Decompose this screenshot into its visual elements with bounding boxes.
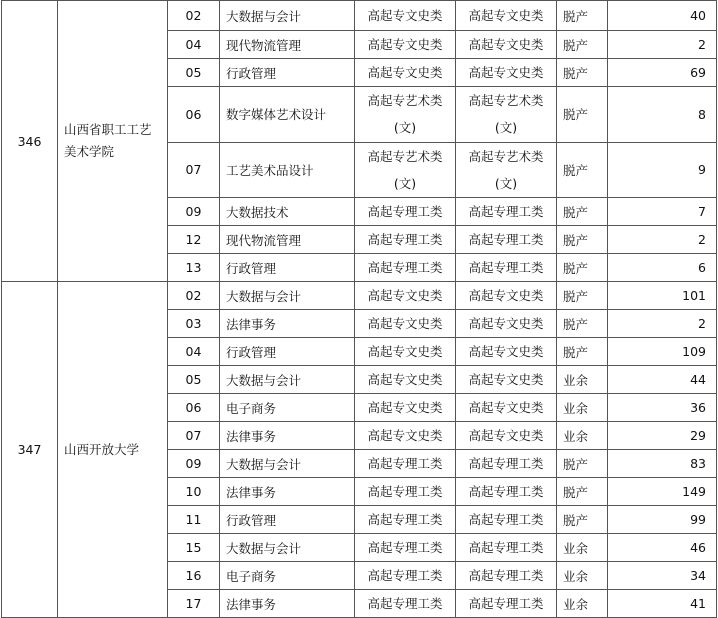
major-code-cell: 09 xyxy=(168,198,220,226)
enrollment-count-cell: 109 xyxy=(608,338,717,366)
major-code-cell: 03 xyxy=(168,310,220,338)
enrollment-count-cell: 6 xyxy=(608,254,717,282)
major-name-cell: 电子商务 xyxy=(220,394,355,422)
study-mode-cell: 业余 xyxy=(557,562,608,590)
enrollment-count-cell: 29 xyxy=(608,422,717,450)
enrollment-count-cell: 69 xyxy=(608,59,717,87)
category-cell: 高起专文史类 xyxy=(456,310,557,338)
school-name-cell: 山西省职工工艺美术学院 xyxy=(58,1,168,282)
level-cell: 高起专理工类 xyxy=(355,226,456,254)
category-cell: 高起专理工类 xyxy=(456,534,557,562)
level-cell: 高起专理工类 xyxy=(355,254,456,282)
enrollment-count-cell: 34 xyxy=(608,562,717,590)
major-code-cell: 02 xyxy=(168,1,220,31)
major-code-cell: 16 xyxy=(168,562,220,590)
enrollment-count-cell: 36 xyxy=(608,394,717,422)
major-code-cell: 04 xyxy=(168,338,220,366)
enrollment-count-cell: 7 xyxy=(608,198,717,226)
study-mode-cell: 脱产 xyxy=(557,59,608,87)
major-name-cell: 现代物流管理 xyxy=(220,226,355,254)
level-cell: 高起专文史类 xyxy=(355,366,456,394)
category-cell: 高起专文史类 xyxy=(456,422,557,450)
enrollment-count-cell: 40 xyxy=(608,1,717,31)
enrollment-count-cell: 83 xyxy=(608,450,717,478)
category-cell: 高起专理工类 xyxy=(456,562,557,590)
study-mode-cell: 业余 xyxy=(557,366,608,394)
category-cell: 高起专理工类 xyxy=(456,254,557,282)
study-mode-cell: 脱产 xyxy=(557,142,608,198)
level-cell: 高起专文史类 xyxy=(355,282,456,310)
major-code-cell: 05 xyxy=(168,59,220,87)
study-mode-cell: 业余 xyxy=(557,394,608,422)
study-mode-cell: 脱产 xyxy=(557,226,608,254)
category-cell: 高起专理工类 xyxy=(456,478,557,506)
major-name-cell: 法律事务 xyxy=(220,422,355,450)
major-name-cell: 行政管理 xyxy=(220,254,355,282)
study-mode-cell: 脱产 xyxy=(557,310,608,338)
category-cell: 高起专文史类 xyxy=(456,366,557,394)
study-mode-cell: 业余 xyxy=(557,422,608,450)
category-cell: 高起专文史类 xyxy=(456,338,557,366)
enrollment-count-cell: 2 xyxy=(608,310,717,338)
table-body xyxy=(2,1,717,618)
study-mode-cell: 脱产 xyxy=(557,87,608,143)
major-code-cell: 11 xyxy=(168,506,220,534)
level-cell: 高起专理工类 xyxy=(355,450,456,478)
major-name-cell: 大数据与会计 xyxy=(220,366,355,394)
level-cell: 高起专文史类 xyxy=(355,1,456,31)
category-cell: 高起专文史类 xyxy=(456,394,557,422)
study-mode-cell: 脱产 xyxy=(557,506,608,534)
school-id-cell: 346 xyxy=(2,1,58,282)
major-code-cell: 12 xyxy=(168,226,220,254)
category-cell: 高起专理工类 xyxy=(456,226,557,254)
major-code-cell: 06 xyxy=(168,394,220,422)
study-mode-cell: 业余 xyxy=(557,534,608,562)
category-cell: 高起专艺术类(文) xyxy=(456,142,557,198)
level-cell: 高起专文史类 xyxy=(355,394,456,422)
major-name-cell: 行政管理 xyxy=(220,506,355,534)
enrollment-count-cell: 2 xyxy=(608,226,717,254)
category-cell: 高起专理工类 xyxy=(456,590,557,618)
major-name-cell: 大数据技术 xyxy=(220,198,355,226)
level-cell: 高起专文史类 xyxy=(355,31,456,59)
category-cell: 高起专艺术类(文) xyxy=(456,87,557,143)
level-cell: 高起专理工类 xyxy=(355,506,456,534)
study-mode-cell: 脱产 xyxy=(557,450,608,478)
major-code-cell: 02 xyxy=(168,282,220,310)
study-mode-cell: 业余 xyxy=(557,590,608,618)
major-name-cell: 大数据与会计 xyxy=(220,450,355,478)
category-cell: 高起专文史类 xyxy=(456,1,557,31)
table-row xyxy=(2,282,717,310)
enrollment-count-cell: 44 xyxy=(608,366,717,394)
level-cell: 高起专理工类 xyxy=(355,534,456,562)
major-code-cell: 15 xyxy=(168,534,220,562)
study-mode-cell: 脱产 xyxy=(557,31,608,59)
major-name-cell: 工艺美术品设计 xyxy=(220,142,355,198)
category-cell: 高起专文史类 xyxy=(456,31,557,59)
study-mode-cell: 脱产 xyxy=(557,282,608,310)
enrollment-count-cell: 9 xyxy=(608,142,717,198)
enrollment-table xyxy=(1,0,717,618)
level-cell: 高起专理工类 xyxy=(355,562,456,590)
category-cell: 高起专文史类 xyxy=(456,282,557,310)
major-name-cell: 大数据与会计 xyxy=(220,1,355,31)
level-cell: 高起专艺术类(文) xyxy=(355,142,456,198)
major-code-cell: 09 xyxy=(168,450,220,478)
major-name-cell: 法律事务 xyxy=(220,590,355,618)
enrollment-count-cell: 46 xyxy=(608,534,717,562)
study-mode-cell: 脱产 xyxy=(557,198,608,226)
level-cell: 高起专文史类 xyxy=(355,59,456,87)
level-cell: 高起专文史类 xyxy=(355,422,456,450)
major-name-cell: 法律事务 xyxy=(220,478,355,506)
school-name-cell: 山西开放大学 xyxy=(58,282,168,618)
major-code-cell: 07 xyxy=(168,422,220,450)
study-mode-cell: 脱产 xyxy=(557,1,608,31)
major-name-cell: 大数据与会计 xyxy=(220,534,355,562)
enrollment-count-cell: 99 xyxy=(608,506,717,534)
study-mode-cell: 脱产 xyxy=(557,338,608,366)
level-cell: 高起专理工类 xyxy=(355,478,456,506)
level-cell: 高起专艺术类(文) xyxy=(355,87,456,143)
major-name-cell: 数字媒体艺术设计 xyxy=(220,87,355,143)
major-code-cell: 04 xyxy=(168,31,220,59)
major-code-cell: 13 xyxy=(168,254,220,282)
enrollment-count-cell: 149 xyxy=(608,478,717,506)
major-code-cell: 17 xyxy=(168,590,220,618)
category-cell: 高起专理工类 xyxy=(456,450,557,478)
study-mode-cell: 脱产 xyxy=(557,478,608,506)
study-mode-cell: 脱产 xyxy=(557,254,608,282)
major-code-cell: 05 xyxy=(168,366,220,394)
category-cell: 高起专理工类 xyxy=(456,198,557,226)
category-cell: 高起专文史类 xyxy=(456,59,557,87)
enrollment-count-cell: 8 xyxy=(608,87,717,143)
major-name-cell: 电子商务 xyxy=(220,562,355,590)
major-name-cell: 行政管理 xyxy=(220,338,355,366)
enrollment-count-cell: 101 xyxy=(608,282,717,310)
table-row xyxy=(2,1,717,31)
enrollment-count-cell: 41 xyxy=(608,590,717,618)
level-cell: 高起专理工类 xyxy=(355,198,456,226)
major-name-cell: 大数据与会计 xyxy=(220,282,355,310)
level-cell: 高起专文史类 xyxy=(355,310,456,338)
school-id-cell: 347 xyxy=(2,282,58,618)
category-cell: 高起专理工类 xyxy=(456,506,557,534)
enrollment-count-cell: 2 xyxy=(608,31,717,59)
level-cell: 高起专理工类 xyxy=(355,590,456,618)
major-code-cell: 06 xyxy=(168,87,220,143)
major-code-cell: 10 xyxy=(168,478,220,506)
major-name-cell: 现代物流管理 xyxy=(220,31,355,59)
major-name-cell: 行政管理 xyxy=(220,59,355,87)
level-cell: 高起专文史类 xyxy=(355,338,456,366)
major-code-cell: 07 xyxy=(168,142,220,198)
major-name-cell: 法律事务 xyxy=(220,310,355,338)
